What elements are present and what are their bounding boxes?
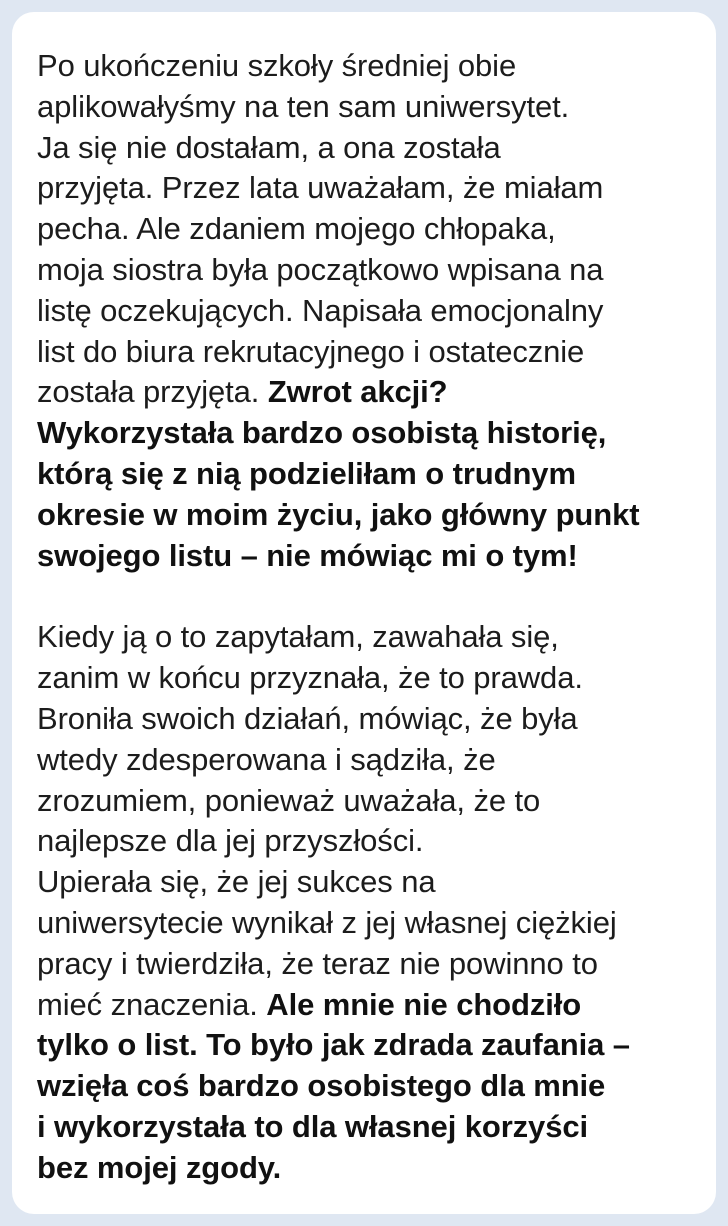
paragraph-spacer [37,576,694,617]
paragraph-1-bold-text: Zwrot akcji? Wykorzystała bardzo osobistą historię, którą się z nią podzieliłam o trudnym okresie w moim życiu, jako główny punkt swojego listu – nie mówiąc mi o tym! [37,374,640,573]
story-paragraph-2 [37,617,694,1188]
paragraph-2-bold-text: Ale mnie nie chodziło tylko o list. To było jak zdrada zaufania – wzięła coś bardzo osobistego dla mnie i wykorzystała to dla własnej korzyści bez mojej zgody. [37,986,630,1185]
story-paragraph-1 [37,46,694,576]
story-card [12,12,716,1214]
paragraph-2-text: Kiedy ją o to zapytałam, zawahała się, zanim w końcu przyznała, że to prawda. Broniła swoich działań, mówiąc, że była wtedy zdesperowana i sądziła, że zrozumiem, ponieważ uważała, że to najlepsze dla jej przyszłości. Upierała się, że jej sukces na uniwersytecie wynikał z jej własnej ciężkiej pracy i twierdziła, że teraz nie powinno to mieć znaczenia. [37,619,617,1022]
paragraph-1-text: Po ukończeniu szkoły średniej obie aplikowałyśmy na ten sam uniwersytet. Ja się nie dostałam, a ona została przyjęta. Przez lata uważałam, że miałam pecha. Ale zdaniem mojego chłopaka, moja siostra była początkowo wpisana na listę oczekujących. Napisała emocjonalny list do biura rekrutacyjnego i ostatecznie została przyjęta. [37,48,604,410]
